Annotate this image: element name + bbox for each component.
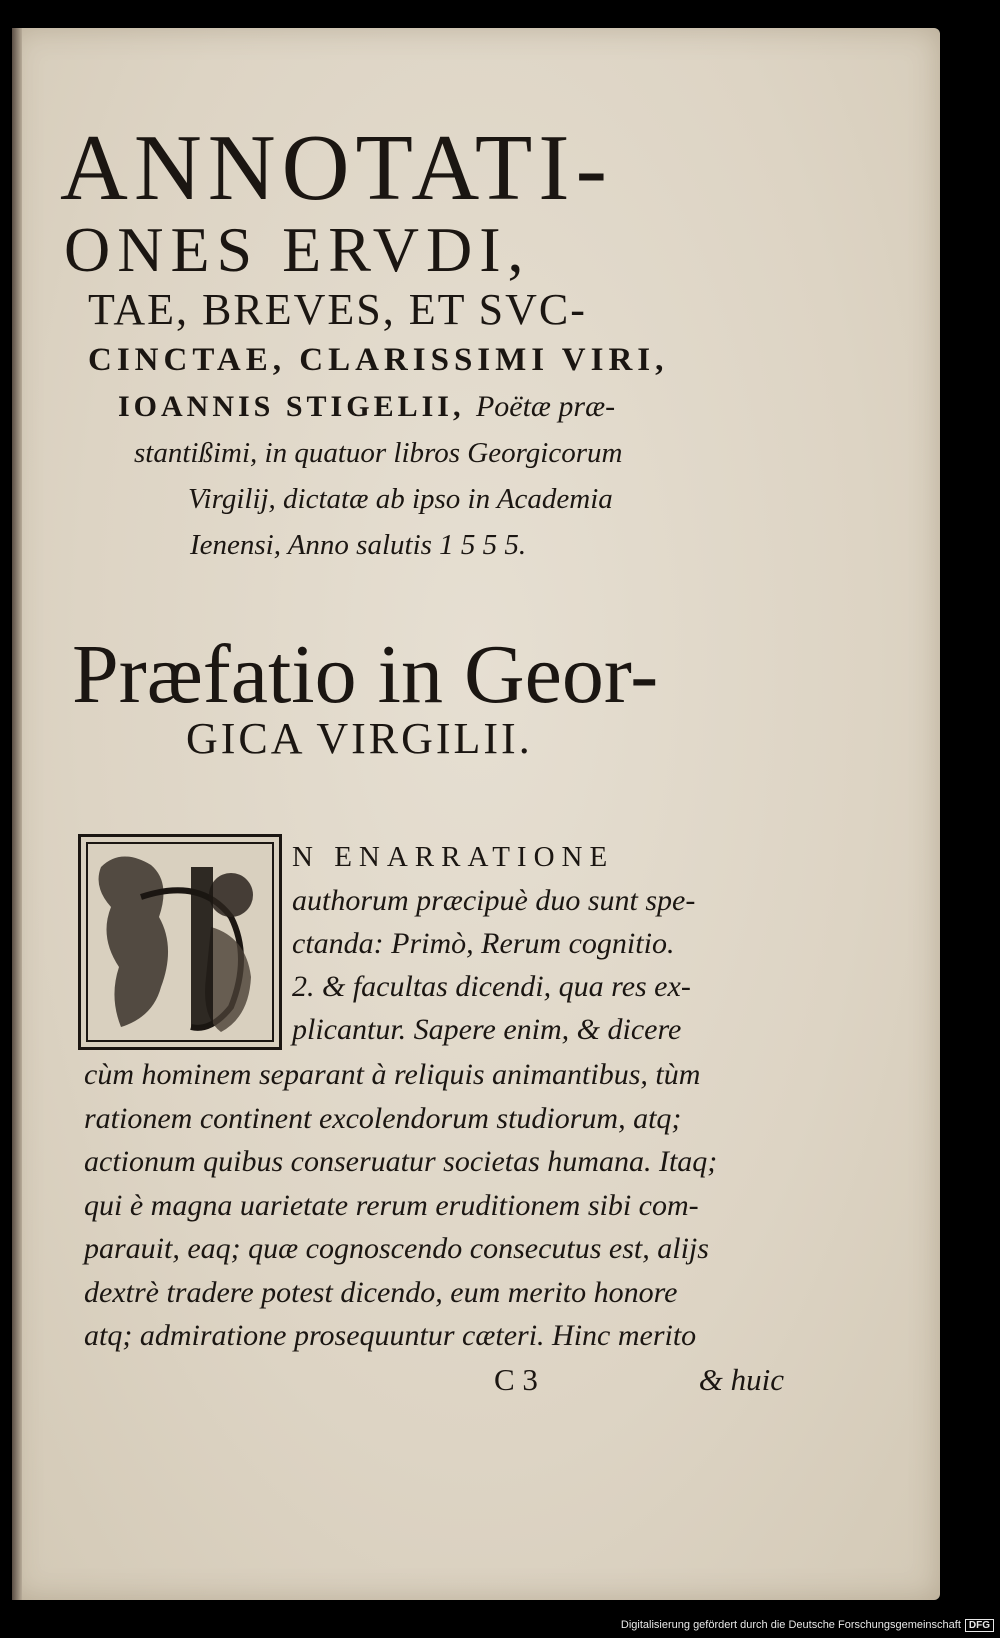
body-first-block — [292, 836, 782, 1051]
catchword: & huic — [698, 1362, 784, 1397]
body-line: parauit, eaq; quæ cognoscendo consecutus est, alijs — [84, 1232, 709, 1265]
title-line-1: ANNOTATI- — [60, 116, 613, 220]
title-line-2: ONES ERVDI, — [64, 214, 531, 285]
title-line-6: stantißimi, in quatuor libros Georgicorum — [134, 437, 623, 469]
body-line: dextrè tradere potest dicendo, eum merito honore — [84, 1275, 678, 1309]
body-line: qui è magna uarietate rerum eruditionem sibi com- — [84, 1188, 699, 1222]
signature-mark: C 3 — [494, 1362, 538, 1397]
body-line: cùm hominem separant à reliquis animantibus, tùm — [84, 1058, 701, 1091]
body-text — [84, 1053, 784, 1358]
body-opening-caps: N ENARRATIONE — [292, 841, 615, 873]
body-line: actionum quibus conseruatur societas humana. Itaq; — [84, 1145, 718, 1178]
decorated-initial-woodcut — [78, 834, 282, 1050]
page-footer-line — [84, 1362, 784, 1406]
body-line: atq; admiratione prosequuntur cæteri. Hinc merito — [84, 1319, 697, 1352]
title-line-7: Virgilij, dictatæ ab ipso in Academia — [188, 483, 613, 515]
author-name: IOANNIS STIGELII, — [118, 390, 465, 423]
body-line: plicantur. Sapere enim, & dicere — [292, 1013, 682, 1046]
book-page — [12, 28, 940, 1600]
body-line: rationem continent excolendorum studiorum, atq; — [84, 1101, 682, 1135]
digitization-credit — [621, 1614, 994, 1636]
title-block — [52, 116, 772, 568]
preface-heading-line-1: Præfatio in Geor- — [72, 628, 659, 721]
body-line: authorum præcipuè duo sunt spe- — [292, 884, 696, 917]
book-spine-shadow — [12, 28, 22, 1600]
preface-heading-line-2: GICA VIRGILII. — [186, 714, 533, 763]
dfg-logo: DFG — [965, 1619, 994, 1632]
title-line-8: Ienensi, Anno salutis 1 5 5 5. — [190, 529, 527, 561]
woodcut-illustration — [81, 837, 279, 1047]
credit-text: Digitalisierung gefördert durch die Deutsche Forschungsgemeinschaft — [620, 1619, 961, 1631]
title-line-4: CINCTAE, CLARISSIMI VIRI, — [88, 342, 669, 378]
body-line: ctanda: Primò, Rerum cognitio. — [292, 927, 675, 960]
title-line-3: TAE, BREVES, ET SVC- — [88, 285, 587, 334]
author-epithet: Poëtæ præ- — [475, 390, 616, 423]
body-line: 2. & facultas dicendi, qua res ex- — [292, 970, 691, 1003]
title-line-5 — [118, 384, 772, 430]
